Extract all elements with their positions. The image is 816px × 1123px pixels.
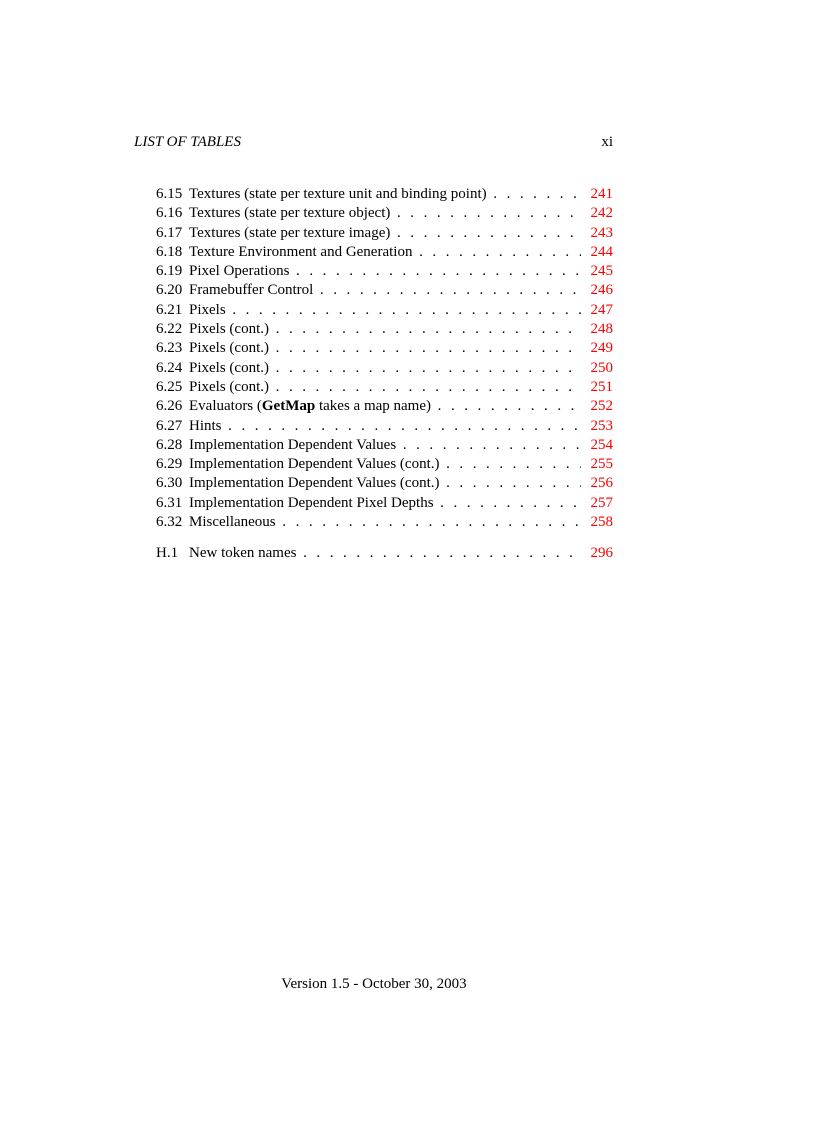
table-number: H.1 (156, 545, 179, 562)
table-number: 6.30 (156, 475, 183, 492)
toc-entry[interactable] (156, 301, 613, 320)
table-title (189, 339, 581, 358)
page-footer: Version 1.5 - October 30, 2003 (281, 976, 467, 992)
table-number: 6.26 (156, 398, 183, 415)
table-number: 6.25 (156, 378, 183, 395)
table-title (189, 494, 581, 513)
toc-entry[interactable] (156, 224, 613, 243)
table-title (189, 455, 581, 474)
page-link[interactable]: 248 (590, 321, 613, 338)
toc-entry[interactable] (156, 417, 613, 436)
table-title (189, 544, 581, 563)
table-title (189, 397, 581, 416)
table-title-text: Texture Environment and Generation (189, 243, 413, 260)
toc-entry[interactable] (156, 397, 613, 416)
table-number: 6.21 (156, 301, 183, 318)
table-number: 6.18 (156, 243, 183, 260)
page-link[interactable]: 254 (590, 436, 613, 453)
table-title-text: Pixels (189, 301, 226, 318)
page-link[interactable]: 253 (590, 417, 613, 434)
list-of-tables (156, 185, 613, 564)
table-title-text: Implementation Dependent Values (cont.) (189, 456, 440, 473)
table-title (189, 436, 581, 455)
toc-entry[interactable] (156, 281, 613, 300)
toc-entry[interactable] (156, 339, 613, 358)
table-title-bold-text: GetMap (261, 398, 316, 415)
page-link[interactable]: 255 (590, 456, 613, 473)
table-title (189, 204, 581, 223)
table-number: 6.28 (156, 436, 183, 453)
table-number: 6.23 (156, 340, 183, 357)
table-title-text: Textures (state per texture object) (189, 205, 391, 222)
table-title (189, 378, 581, 397)
page-link[interactable]: 243 (590, 224, 613, 241)
table-title (189, 474, 581, 493)
table-title-text: Pixels (cont.) (189, 378, 269, 395)
table-number: 6.24 (156, 359, 183, 376)
table-number: 6.15 (156, 186, 183, 202)
toc-entry[interactable] (156, 474, 613, 493)
table-number: 6.17 (156, 224, 183, 241)
table-title (189, 513, 581, 532)
table-number: 6.29 (156, 456, 183, 473)
toc-entry[interactable] (156, 359, 613, 378)
table-title-text-continued: takes a map name) (315, 398, 431, 415)
table-title (189, 262, 581, 281)
table-title-text: Pixels (cont.) (189, 321, 269, 338)
table-number: 6.27 (156, 417, 183, 434)
toc-entry[interactable] (156, 494, 613, 513)
table-title-text: Hints (189, 417, 222, 434)
table-title (189, 301, 581, 320)
table-title-text: Evaluators ( (189, 398, 262, 415)
page-link[interactable]: 247 (590, 301, 613, 318)
table-title (189, 243, 581, 262)
table-title-text: Pixels (cont.) (189, 359, 269, 376)
table-title-text: Implementation Dependent Pixel Depths (189, 494, 434, 511)
page-link[interactable]: 296 (590, 545, 613, 562)
page-link[interactable]: 242 (590, 205, 613, 222)
table-title (189, 359, 581, 378)
toc-entry[interactable] (156, 544, 613, 563)
toc-entry[interactable] (156, 243, 613, 262)
table-number: 6.32 (156, 514, 183, 531)
page-link[interactable]: 251 (590, 378, 613, 395)
table-number: 6.20 (156, 282, 183, 299)
page-link[interactable]: 252 (590, 398, 613, 415)
toc-entry[interactable] (156, 436, 613, 455)
table-number: 6.31 (156, 494, 183, 511)
table-title (189, 417, 581, 436)
page-link[interactable]: 246 (590, 282, 613, 299)
table-title (189, 320, 581, 339)
table-title (189, 281, 581, 300)
table-title-text: Implementation Dependent Values (189, 436, 397, 453)
page-link[interactable]: 249 (590, 340, 613, 357)
toc-entry[interactable] (156, 185, 613, 204)
table-title-text: New token names (189, 545, 297, 562)
running-title: LIST OF TABLES (134, 134, 241, 150)
page-number: xi (601, 134, 613, 150)
table-title-text: Pixel Operations (189, 263, 290, 280)
page-header (134, 134, 613, 154)
page-link[interactable]: 244 (590, 243, 613, 260)
table-title-text: Framebuffer Control (189, 282, 314, 299)
page-link[interactable]: 256 (590, 475, 613, 492)
table-number: 6.19 (156, 263, 183, 280)
toc-entry[interactable] (156, 455, 613, 474)
table-title-text: Implementation Dependent Values (cont.) (189, 475, 440, 492)
table-title (189, 224, 581, 243)
table-title-text: Textures (state per texture image) (189, 224, 391, 241)
page-link[interactable]: 245 (590, 263, 613, 280)
table-title (189, 185, 581, 204)
table-number: 6.16 (156, 205, 183, 222)
table-title-text: Pixels (cont.) (189, 340, 269, 357)
toc-entry[interactable] (156, 378, 613, 397)
table-title-text: Miscellaneous (189, 514, 276, 531)
toc-entry[interactable] (156, 320, 613, 339)
page-link[interactable]: 257 (590, 494, 613, 511)
page-link[interactable]: 241 (590, 186, 613, 202)
page-link[interactable]: 258 (590, 514, 613, 531)
table-title-text: Textures (state per texture unit and binding point) (189, 186, 487, 202)
toc-entry[interactable] (156, 204, 613, 223)
toc-entry[interactable] (156, 262, 613, 281)
table-number: 6.22 (156, 321, 183, 338)
toc-entry[interactable] (156, 513, 613, 532)
page-link[interactable]: 250 (590, 359, 613, 376)
